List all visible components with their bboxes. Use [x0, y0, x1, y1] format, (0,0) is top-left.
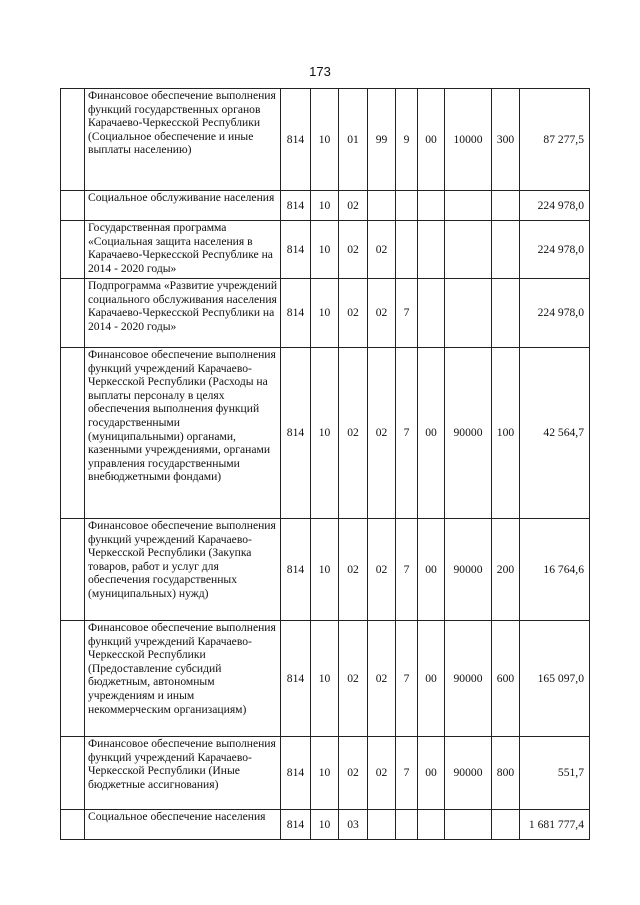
subprogram-cell	[396, 191, 418, 221]
main-event-cell: 00	[418, 89, 445, 191]
section-cell: 10	[311, 191, 339, 221]
direction-cell	[445, 279, 492, 348]
subprogram-cell: 7	[396, 519, 418, 621]
row-number-cell	[61, 191, 85, 221]
ministry-cell: 814	[281, 191, 311, 221]
subsection-cell: 02	[339, 279, 368, 348]
amount-cell: 16 764,6	[520, 519, 590, 621]
amount-cell: 165 097,0	[520, 621, 590, 737]
row-number-cell	[61, 519, 85, 621]
section-cell: 10	[311, 737, 339, 810]
amount-cell: 224 978,0	[520, 191, 590, 221]
section-cell: 10	[311, 89, 339, 191]
main-event-cell	[418, 191, 445, 221]
direction-cell	[445, 221, 492, 279]
expense-type-cell: 300	[492, 89, 520, 191]
amount-cell: 224 978,0	[520, 279, 590, 348]
program-cell: 99	[368, 89, 396, 191]
ministry-cell: 814	[281, 279, 311, 348]
row-number-cell	[61, 810, 85, 840]
direction-cell: 90000	[445, 348, 492, 519]
description-cell: Финансовое обеспечение выполнения функций учреждений Карачаево-Черкесской Республики (Иные бюджетные ассигнования)	[85, 737, 281, 810]
amount-cell: 1 681 777,4	[520, 810, 590, 840]
expense-type-cell: 800	[492, 737, 520, 810]
program-cell: 02	[368, 221, 396, 279]
description-cell: Социальное обеспечение населения	[85, 810, 281, 840]
section-cell: 10	[311, 221, 339, 279]
description-cell: Финансовое обеспечение выполнения функций государственных органов Карачаево-Черкесской Республики (Социальное обеспечение и иные выплаты населению)	[85, 89, 281, 191]
expense-type-cell	[492, 191, 520, 221]
subsection-cell: 03	[339, 810, 368, 840]
direction-cell: 90000	[445, 621, 492, 737]
amount-cell: 551,7	[520, 737, 590, 810]
table-row	[61, 737, 590, 810]
subsection-cell: 02	[339, 221, 368, 279]
subprogram-cell	[396, 221, 418, 279]
subprogram-cell	[396, 810, 418, 840]
subprogram-cell: 7	[396, 279, 418, 348]
table-row	[61, 621, 590, 737]
table-row	[61, 279, 590, 348]
amount-cell: 42 564,7	[520, 348, 590, 519]
ministry-cell: 814	[281, 810, 311, 840]
subsection-cell: 02	[339, 737, 368, 810]
budget-table	[60, 88, 590, 840]
section-cell: 10	[311, 279, 339, 348]
direction-cell: 90000	[445, 737, 492, 810]
program-cell: 02	[368, 737, 396, 810]
description-cell: Финансовое обеспечение выполнения функций учреждений Карачаево-Черкесской Республики (Предоставление субсидий бюджетным, автономным учреждениям и иным некоммерческим организациям)	[85, 621, 281, 737]
table-row	[61, 348, 590, 519]
table-row	[61, 191, 590, 221]
direction-cell: 90000	[445, 519, 492, 621]
subprogram-cell: 9	[396, 89, 418, 191]
subprogram-cell: 7	[396, 348, 418, 519]
program-cell: 02	[368, 279, 396, 348]
program-cell: 02	[368, 621, 396, 737]
description-cell: Финансовое обеспечение выполнения функций учреждений Карачаево-Черкесской Республики (Расходы на выплаты персоналу в целях обеспечения выполнения функций государственными (муниципальными) органами, казенными учреждениями, органами управления государственными внебюджетными фондами)	[85, 348, 281, 519]
program-cell: 02	[368, 348, 396, 519]
expense-type-cell	[492, 279, 520, 348]
expense-type-cell: 600	[492, 621, 520, 737]
ministry-cell: 814	[281, 89, 311, 191]
section-cell: 10	[311, 348, 339, 519]
main-event-cell	[418, 810, 445, 840]
row-number-cell	[61, 621, 85, 737]
subsection-cell: 02	[339, 348, 368, 519]
subprogram-cell: 7	[396, 737, 418, 810]
amount-cell: 224 978,0	[520, 221, 590, 279]
main-event-cell: 00	[418, 737, 445, 810]
main-event-cell	[418, 279, 445, 348]
row-number-cell	[61, 279, 85, 348]
main-event-cell: 00	[418, 348, 445, 519]
description-cell: Подпрограмма «Развитие учреждений социального обслуживания населения Карачаево-Черкесской Республики на 2014 - 2020 годы»	[85, 279, 281, 348]
program-cell	[368, 810, 396, 840]
direction-cell	[445, 191, 492, 221]
direction-cell: 10000	[445, 89, 492, 191]
expense-type-cell: 200	[492, 519, 520, 621]
main-event-cell	[418, 221, 445, 279]
description-cell: Государственная программа «Социальная защита населения в Карачаево-Черкесской Республике на 2014 - 2020 годы»	[85, 221, 281, 279]
subsection-cell: 01	[339, 89, 368, 191]
subprogram-cell: 7	[396, 621, 418, 737]
program-cell: 02	[368, 519, 396, 621]
table-row	[61, 519, 590, 621]
expense-type-cell	[492, 221, 520, 279]
main-event-cell: 00	[418, 519, 445, 621]
subsection-cell: 02	[339, 519, 368, 621]
row-number-cell	[61, 221, 85, 279]
row-number-cell	[61, 737, 85, 810]
table-row	[61, 221, 590, 279]
section-cell: 10	[311, 810, 339, 840]
ministry-cell: 814	[281, 221, 311, 279]
main-event-cell: 00	[418, 621, 445, 737]
page-number: 173	[309, 64, 331, 79]
ministry-cell: 814	[281, 621, 311, 737]
table-row	[61, 89, 590, 191]
direction-cell	[445, 810, 492, 840]
subsection-cell: 02	[339, 191, 368, 221]
table-row	[61, 810, 590, 840]
expense-type-cell: 100	[492, 348, 520, 519]
amount-cell: 87 277,5	[520, 89, 590, 191]
section-cell: 10	[311, 519, 339, 621]
program-cell	[368, 191, 396, 221]
description-cell: Социальное обслуживание населения	[85, 191, 281, 221]
expense-type-cell	[492, 810, 520, 840]
subsection-cell: 02	[339, 621, 368, 737]
ministry-cell: 814	[281, 737, 311, 810]
description-cell: Финансовое обеспечение выполнения функций учреждений Карачаево-Черкесской Республики (Закупка товаров, работ и услуг для обеспечения государственных (муниципальных) нужд)	[85, 519, 281, 621]
ministry-cell: 814	[281, 348, 311, 519]
ministry-cell: 814	[281, 519, 311, 621]
table-body	[61, 89, 590, 840]
row-number-cell	[61, 348, 85, 519]
row-number-cell	[61, 89, 85, 191]
section-cell: 10	[311, 621, 339, 737]
